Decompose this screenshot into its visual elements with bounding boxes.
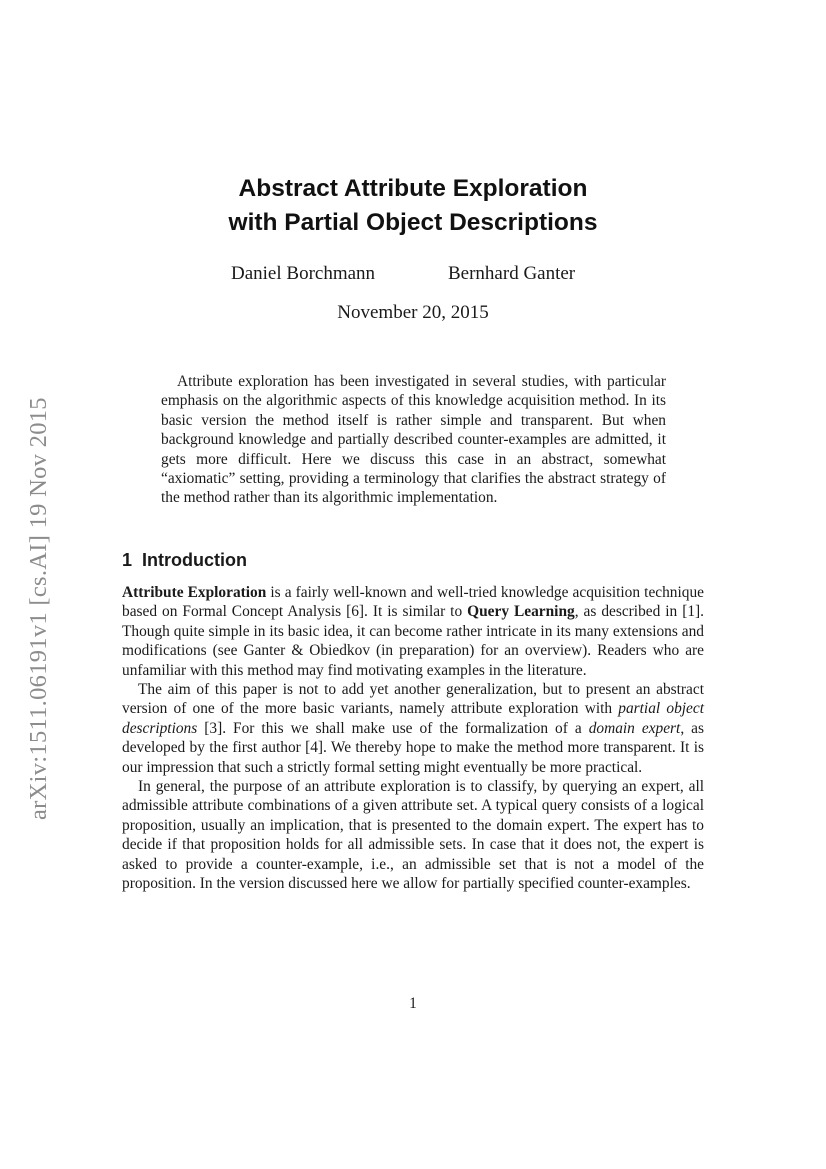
arxiv-identifier: arXiv:1511.06191v1 [cs.AI] 19 Nov 2015 [25,397,52,820]
section-title: Introduction [142,550,247,570]
term-query-learning: Query Learning [467,603,575,621]
term-domain-expert: domain expert [588,719,681,737]
section-number: 1 [122,550,133,570]
page-number: 1 [409,995,417,1012]
paragraph [122,583,704,680]
arxiv-side-stamp [20,340,60,820]
body-text [122,583,704,894]
section-heading [122,548,247,572]
author-name: Daniel Borchmann [231,263,376,284]
publication-date: November 20, 2015 [337,302,489,323]
paragraph: In general, the purpose of an attribute exploration is to classify, by querying an expert, all admissible attribute combinations of a given attribute set. A typical query consists of a logical proposition, usually an implication, that is presented to the domain expert. The expert has to decide if that proposition holds for all admissible sets. In case that it does not, the expert is asked to provide a counter-example, i.e., an admissible set that is not a model of the proposition. In the version discussed here we allow for partially specified counter-examples. [122,778,704,893]
abstract: Attribute exploration has been investigated in several studies, with particular emphasis on the algorithmic aspects of this knowledge acquisition method. In its basic version the method itself is rather simple and transparent. But when background knowledge and partially described counter-examples are admitted, it gets more difficult. Here we discuss this case in an abstract, somewhat “axiomatic” setting, providing a terminology that clarifies the abstract strategy of the method rather than its algorithmic implementation. [161,373,666,507]
title-line-1: Abstract Attribute Exploration [238,175,588,202]
term-attribute-exploration: Attribute Exploration [122,584,267,601]
paragraph-text: , as developed by the first author [4]. We thereby hope to make the method more transparent. It is our impression that such a strictly formal setting might eventually be more practical. [122,719,704,776]
paragraph-text: [3]. For this we shall make use of the formalization of a [197,719,589,737]
author-list [0,262,826,286]
author-name: Bernhard Ganter [448,263,576,284]
paper-title [100,172,726,240]
title-line-2: with Partial Object Descriptions [228,209,598,236]
paragraph-text: , as described in [1]. Though quite simple in its basic idea, it can become rather intricate in its many extensions and modifications (see Ganter & Obiedkov (in preparation) for an overview). Readers who are unfamiliar with this method may find motivating examples in the literature. [122,603,705,679]
paragraph-text: is a fairly well-known and well-tried knowledge acquisition technique based on Formal Concept Analysis [6]. It is similar to [122,584,704,621]
term-partial-object-descriptions: partial object descriptions [122,700,704,737]
paragraph-text: The aim of this paper is not to add yet another generalization, but to present an abstract version of one of the more basic variants, namely attribute exploration with [122,681,704,718]
paragraph [122,680,704,777]
